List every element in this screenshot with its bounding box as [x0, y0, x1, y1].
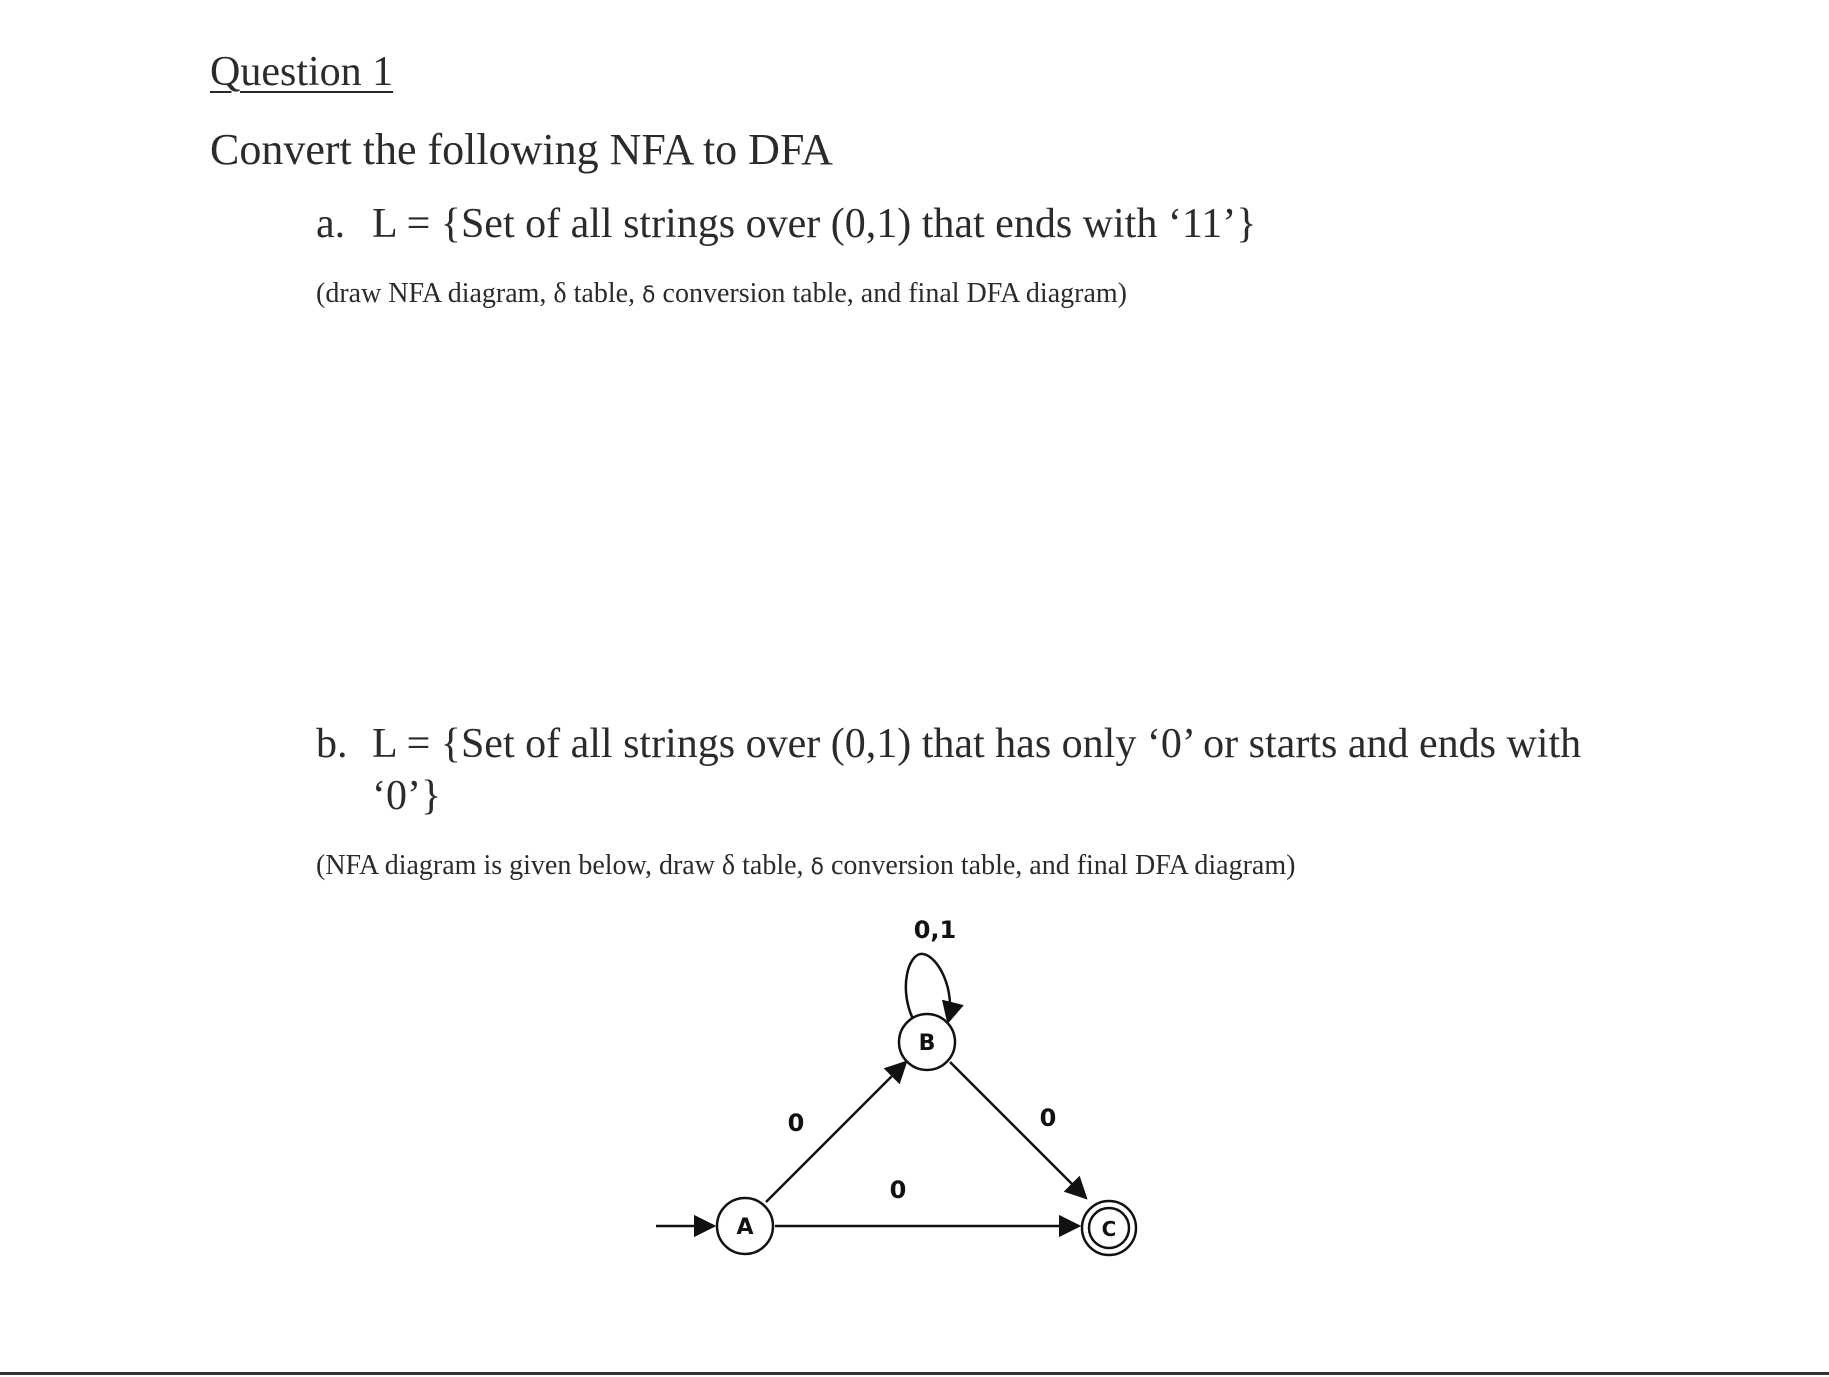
part-a-note-end: conversion table, and final DFA diagram)	[662, 278, 1127, 309]
edge-b-c-label: 0	[1039, 1104, 1057, 1132]
edge-a-c-label: 0	[889, 1176, 907, 1204]
edge-a-b-label: 0	[787, 1109, 805, 1137]
self-loop-b	[906, 954, 950, 1022]
bottom-divider	[0, 1372, 1829, 1375]
question-intro: Convert the following NFA to DFA	[210, 125, 833, 174]
part-a-note-start: (draw NFA diagram, δ table,	[316, 278, 636, 309]
part-b-statement-line2: ‘0’}	[372, 773, 442, 819]
part-b-marker: b.	[316, 721, 348, 767]
part-b-note-delta: δ	[810, 855, 824, 880]
part-b-note-end: conversion table, and final DFA diagram)	[831, 850, 1296, 881]
question-title: Question 1	[210, 49, 394, 95]
part-a-note-delta: δ	[642, 283, 656, 308]
part-b-statement-line1: L = {Set of all strings over (0,1) that has only ‘0’ or starts and ends with	[372, 721, 1582, 767]
state-b-label: B	[918, 1031, 936, 1056]
self-loop-b-label: 0,1	[913, 916, 957, 944]
part-b-note-start: (NFA diagram is given below, draw δ table,	[316, 850, 804, 881]
state-a-label: A	[736, 1215, 754, 1240]
state-c-label: C	[1101, 1217, 1117, 1241]
part-a-statement: L = {Set of all strings over (0,1) that ends with ‘11’}	[372, 201, 1257, 247]
part-a-marker: a.	[316, 201, 346, 247]
edge-b-c	[950, 1062, 1086, 1198]
